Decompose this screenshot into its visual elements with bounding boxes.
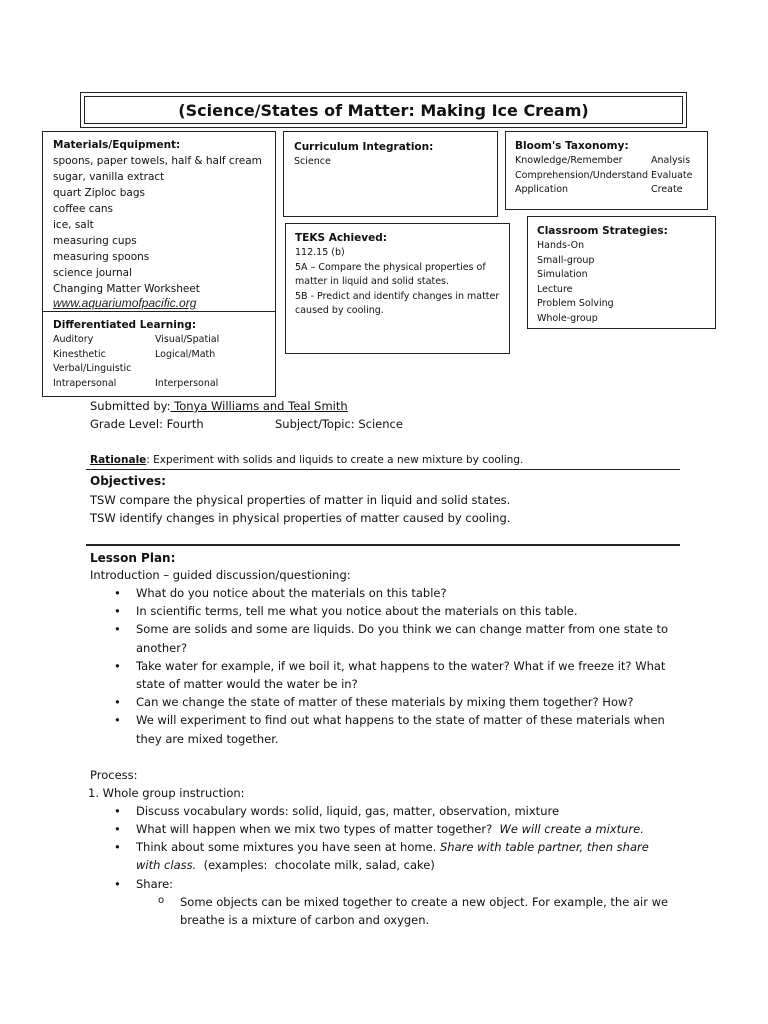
- intro-label: Introduction – guided discussion/questioning:: [90, 568, 351, 582]
- strategy-item: Simulation: [537, 269, 588, 280]
- learning-style: Logical/Math: [155, 348, 216, 360]
- website-link[interactable]: www.aquariumofpacific.org: [53, 296, 197, 310]
- list-item: • In scientific terms, tell me what you notice about the materials on this table.: [90, 602, 670, 620]
- material-item: coffee cans: [53, 203, 114, 215]
- objective-line: TSW compare the physical properties of matter in liquid and solid states.: [90, 493, 511, 507]
- learning-style: Visual/Spatial: [155, 334, 220, 345]
- rationale-label: Rationale: [90, 454, 147, 466]
- strategy-item: Problem Solving: [537, 298, 614, 309]
- list-item: • Take water for example, if we boil it, what happens to the water? What if we freeze it? What state of matter would the water be in?: [90, 657, 670, 693]
- rationale-text: : Experiment with solids and liquids to create a new mixture by cooling.: [146, 454, 524, 466]
- learning-style: Interpersonal: [155, 377, 219, 389]
- grade-level: Grade Level: Fourth: [90, 417, 204, 431]
- learning-style: Auditory: [53, 334, 94, 345]
- item-text: What will happen when we mix two types of matter together?: [136, 822, 500, 837]
- objectives-heading: Objectives:: [90, 474, 166, 488]
- strategies-heading: Classroom Strategies:: [537, 225, 668, 237]
- bloom-level: Analysis: [651, 155, 691, 166]
- learning-style: Kinesthetic: [53, 348, 106, 360]
- list-item: o Some objects can be mixed together to create a new object. For example, the air we breathe is a mixture of carbon and oxygen.: [90, 893, 670, 929]
- teks-line: caused by cooling.: [295, 305, 384, 316]
- submitted-label: Submitted by:: [90, 399, 171, 413]
- teks-heading: TEKS Achieved:: [295, 232, 387, 244]
- bloom-box: [505, 131, 708, 210]
- rationale: [90, 453, 523, 467]
- lesson-heading: Lesson Plan:: [90, 551, 176, 565]
- curriculum-heading: Curriculum Integration:: [294, 141, 434, 153]
- share-subitems: [90, 893, 670, 929]
- learning-style: Intrapersonal: [53, 377, 117, 389]
- intro-bullets: [90, 584, 670, 748]
- differentiated-box: [42, 311, 276, 397]
- list-item: • We will experiment to find out what happens to the state of matter of these materials when they are mixed together.: [90, 711, 670, 747]
- material-item: science journal: [53, 267, 132, 279]
- bloom-level: Evaluate: [651, 169, 693, 181]
- material-item: measuring cups: [53, 235, 137, 247]
- differentiated-heading: Differentiated Learning:: [53, 319, 197, 331]
- lesson-plan: [90, 550, 670, 929]
- strategies-box: [527, 216, 716, 329]
- list-item: [90, 838, 670, 874]
- materials-box: [42, 131, 276, 314]
- objective-line: TSW identify changes in physical properties of matter caused by cooling.: [90, 511, 511, 525]
- teks-box: [285, 223, 510, 354]
- teks-line: 112.15 (b): [295, 247, 345, 258]
- strategy-item: Small-group: [537, 254, 595, 266]
- process-label: Process:: [90, 767, 138, 782]
- list-item: • Discuss vocabulary words: solid, liquid, gas, matter, observation, mixture: [90, 802, 670, 820]
- list-item: • Can we change the state of matter of these materials by mixing them together? How?: [90, 693, 670, 711]
- submitted-line: [90, 397, 348, 415]
- subject-topic: Subject/Topic: Science: [275, 417, 403, 431]
- item-text: (examples: chocolate milk, salad, cake): [196, 858, 435, 873]
- teks-line: 5B - Predict and identify changes in matter: [295, 290, 500, 302]
- step1-bullets: [90, 802, 670, 893]
- curriculum-text: Science: [294, 156, 331, 167]
- strategy-item: Lecture: [537, 283, 573, 295]
- teks-line: matter in liquid and solid states.: [295, 276, 450, 287]
- bloom-level: Knowledge/Remember: [515, 155, 623, 166]
- page-title: (Science/States of Matter: Making Ice Cream): [84, 96, 683, 124]
- bloom-level: Application: [515, 184, 569, 195]
- submitted-value: Tonya Williams and Teal Smith: [170, 399, 348, 413]
- bloom-level: Comprehension/Understand: [515, 169, 649, 181]
- list-item: • Some are solids and some are liquids. Do you think we can change matter from one state to another?: [90, 620, 670, 656]
- step-1: 1. Whole group instruction:: [88, 785, 245, 800]
- materials-heading: Materials/Equipment:: [53, 139, 181, 151]
- material-item: ice, salt: [53, 219, 94, 231]
- material-item: sugar, vanilla extract: [53, 171, 165, 183]
- teks-line: 5A – Compare the physical properties of: [295, 261, 486, 273]
- material-item: measuring spoons: [53, 251, 150, 263]
- bloom-level: Create: [651, 184, 683, 195]
- item-emphasis: Share with table partner, then share with class.: [136, 840, 649, 873]
- list-item: • Share:: [90, 875, 670, 893]
- list-item: • What do you notice about the materials on this table?: [90, 584, 670, 602]
- strategy-item: Hands-On: [537, 240, 585, 251]
- divider: [86, 469, 680, 470]
- learning-style: Verbal/Linguistic: [53, 363, 132, 374]
- divider: [86, 544, 680, 546]
- curriculum-box: [283, 131, 498, 217]
- title-box: [80, 92, 687, 128]
- material-item: quart Ziploc bags: [53, 187, 145, 199]
- strategy-item: Whole-group: [537, 312, 598, 324]
- bloom-heading: Bloom's Taxonomy:: [515, 140, 629, 152]
- material-item: spoons, paper towels, half & half cream: [53, 155, 262, 167]
- learning-style: [155, 362, 275, 377]
- material-item: Changing Matter Worksheet: [53, 283, 200, 295]
- item-emphasis: We will create a mixture.: [499, 822, 644, 837]
- item-text: Think about some mixtures you have seen at home.: [136, 840, 440, 855]
- list-item: [90, 820, 670, 838]
